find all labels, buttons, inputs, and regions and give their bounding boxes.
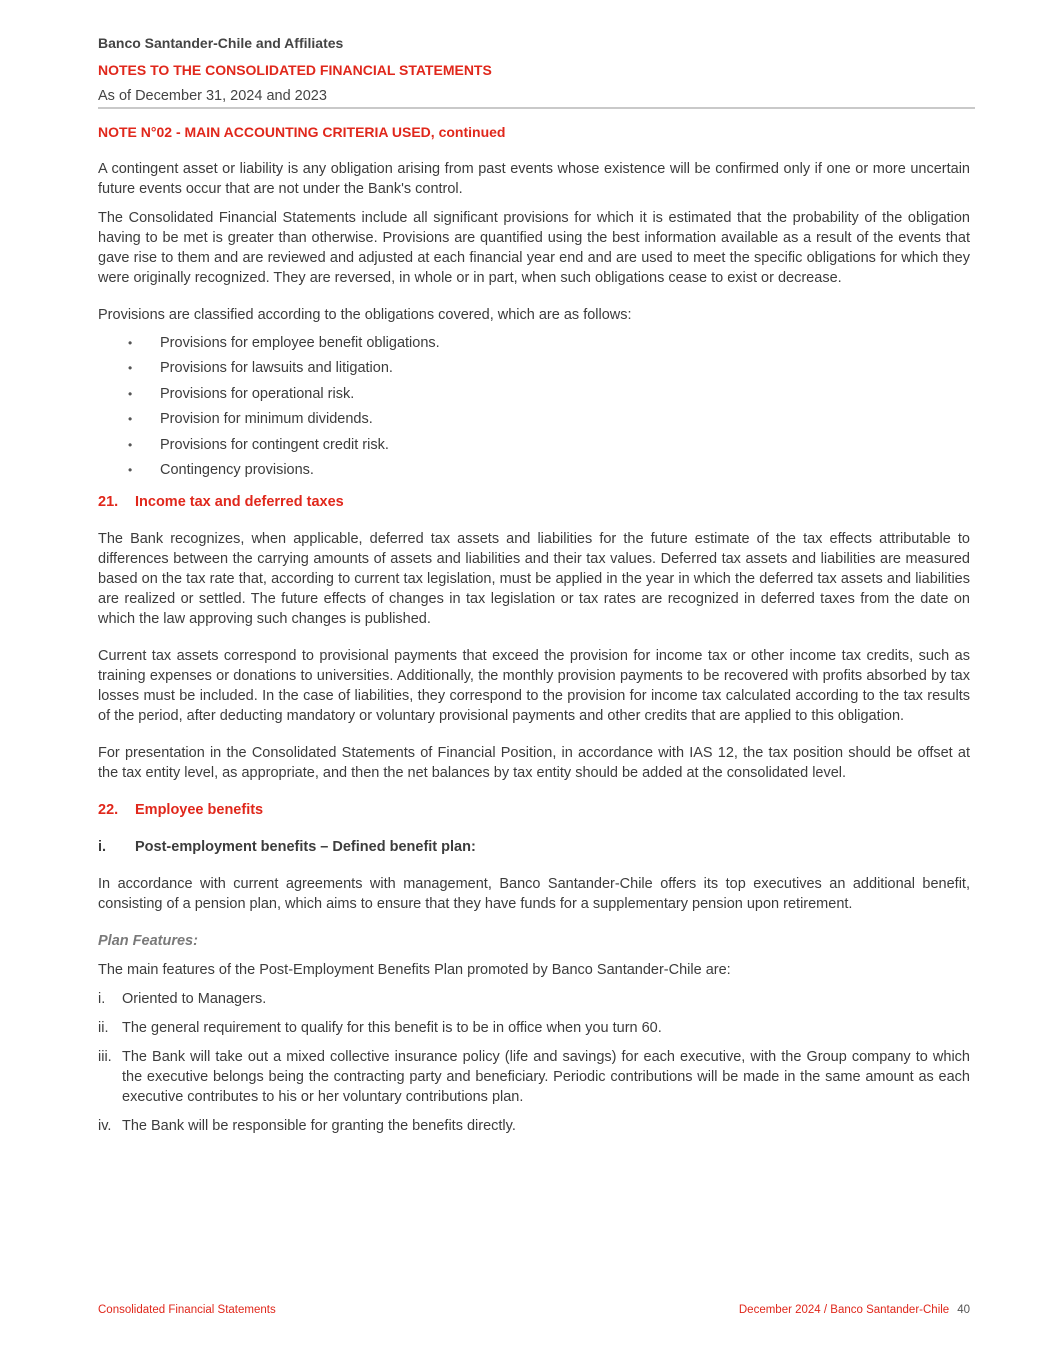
- bullet-icon: •: [128, 412, 133, 427]
- paragraph-provisions-include: The Consolidated Financial Statements include all significant provisions for which it is estimated that the probability of the obligation having to be met is greater than otherwise. Provisions are quantified using the best information available as a result of the events that gave rise to them and are reviewed and adjusted at each financial year end and are used to meet the specific obligations for which they were originally recognized. They are reversed, in whole or in part, when such obligations cease to exist or decrease.: [98, 210, 970, 286]
- page-number: 40: [957, 1304, 970, 1316]
- paragraph-main-features: The main features of the Post-Employment Benefits Plan promoted by Banco Santander-Chile are:: [98, 961, 731, 978]
- list-item: iii. The Bank will take out a mixed collective insurance policy (life and savings) for each executive, with the Group company to which the executive belongs being the contracting party and beneficiary. Periodic contributions will be made in the same amount as each executive contributes to his or her voluntary contributions plan.: [98, 1048, 970, 1105]
- list-item: ii. The general requirement to qualify for this benefit is to be in office when you turn 60.: [98, 1019, 662, 1036]
- document-page: [98, 33, 970, 1145]
- bullet-icon: •: [128, 361, 133, 376]
- list-item: • Contingency provisions.: [128, 461, 314, 478]
- section-22-title: 22. Employee benefits: [98, 801, 264, 818]
- bullet-icon: •: [128, 437, 133, 452]
- provisions-list: [98, 333, 970, 480]
- list-item: • Provisions for employee benefit obligations.: [128, 335, 440, 351]
- list-item: • Provisions for lawsuits and litigation.: [128, 360, 393, 377]
- paragraph-presentation: For presentation in the Consolidated Statements of Financial Position, in accordance with IAS 12, the tax position should be offset at the tax entity level, as appropriate, and then the net balances by tax entity should be added at the consolidated level.: [98, 744, 970, 781]
- list-item: • Provision for minimum dividends.: [128, 411, 373, 428]
- plan-features-heading: Plan Features:: [98, 932, 198, 949]
- bullet-icon: •: [128, 336, 133, 350]
- header-divider: [98, 107, 975, 109]
- features-list: [98, 989, 970, 1136]
- header-notes-title: NOTES TO THE CONSOLIDATED FINANCIAL STATEMENTS: [98, 62, 492, 78]
- paragraph-provisions-classified: Provisions are classified according to the obligations covered, which are as follows:: [98, 307, 632, 323]
- note-title: NOTE N°02 - MAIN ACCOUNTING CRITERIA USED, continued: [98, 124, 506, 140]
- list-item: • Provisions for contingent credit risk.: [128, 436, 389, 453]
- list-item: • Provisions for operational risk.: [128, 385, 355, 402]
- list-item: iv. The Bank will be responsible for granting the benefits directly.: [98, 1117, 516, 1134]
- bullet-icon: •: [128, 462, 133, 477]
- bullet-icon: •: [128, 386, 133, 401]
- paragraph-current-tax-assets: Current tax assets correspond to provisional payments that exceed the provision for income tax or other income tax credits, such as training expenses or donations to universities. Additionally, the monthly provision payments to be recovered with profits absorbed by tax losses must be included. In the case of liabilities, they correspond to the provision for income tax calculated according to the tax results of the period, after deducting mandatory or voluntary provisional payments and other credits that are applied to this obligation.: [98, 647, 970, 724]
- paragraph-deferred-taxes: The Bank recognizes, when applicable, deferred tax assets and liabilities for the future estimate of the tax effects attributable to differences between the carrying amounts of assets and liabilities and their tax values. Deferred tax assets and liabilities are measured based on the tax rate that, according to current tax legislation, must be applied in the year in which the deferred tax assets and liabilities are realized or settled. The future effects of changes in tax legislation or tax rates are recognized in deferred taxes from the date on which the law approving such changes is published.: [98, 530, 970, 627]
- paragraph-contingent: A contingent asset or liability is any obligation arising from past events whose existence will be confirmed only if one or more uncertain future events occur that are not under the Bank's control.: [98, 161, 970, 197]
- footer-left: Consolidated Financial Statements: [98, 1304, 276, 1316]
- subsection-post-employment-title: i. Post-employment benefits – Defined benefit plan:: [98, 838, 476, 855]
- header-date: As of December 31, 2024 and 2023: [98, 88, 327, 104]
- section-21-title: 21. Income tax and deferred taxes: [98, 493, 344, 510]
- header-company: Banco Santander-Chile and Affiliates: [98, 35, 344, 51]
- footer-right: December 2024 / Banco Santander-Chile 40: [738, 1304, 970, 1316]
- paragraph-agreements: In accordance with current agreements with management, Banco Santander-Chile offers its top executives an additional benefit, consisting of a pension plan, which aims to ensure that they have funds for a supplementary pension upon retirement.: [98, 875, 970, 912]
- list-item: i. Oriented to Managers.: [98, 990, 267, 1007]
